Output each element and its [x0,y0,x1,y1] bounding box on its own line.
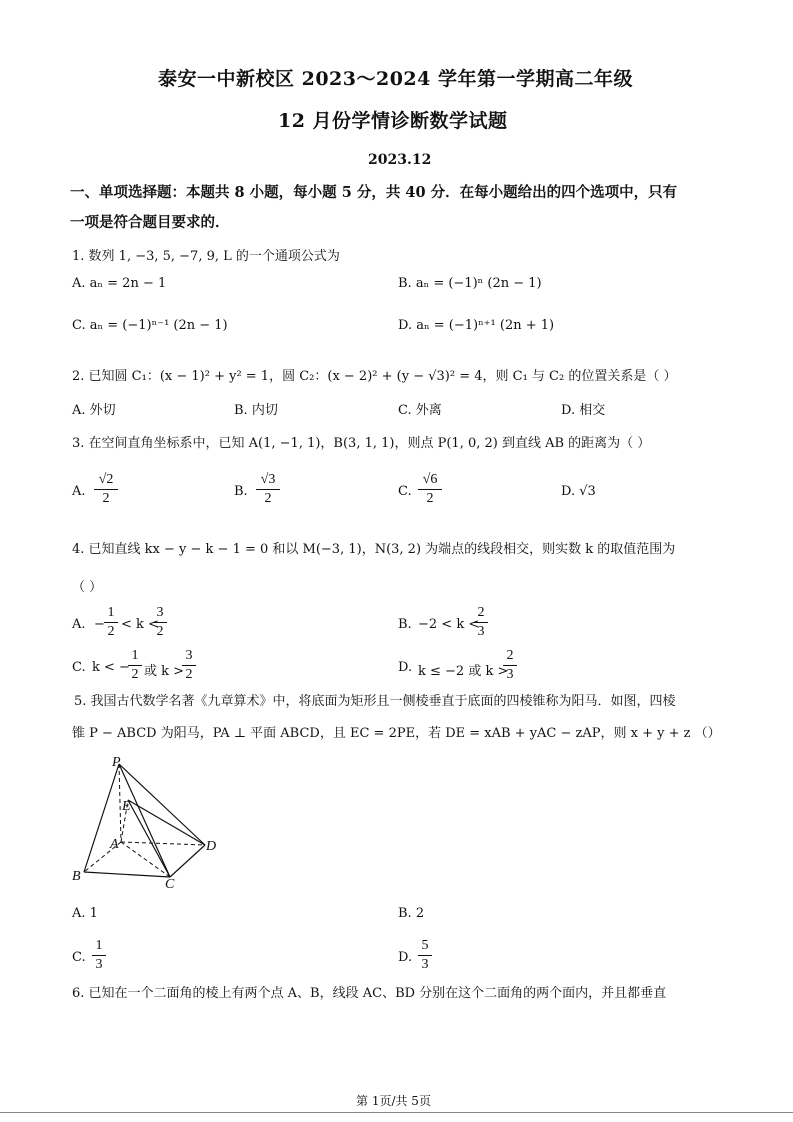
question-1-option-c: C. aₙ = (−1)ⁿ⁻¹ (2n − 1) [72,318,228,333]
numerator: 2 [506,648,514,663]
question-3-option-c-label: C. [398,484,412,499]
figure-label-p: P [112,755,121,770]
question-3-option-a-label: A. [72,484,86,499]
denominator: 2 [131,667,139,682]
question-5-line-1: 5. 我国古代数学名著《九章算术》中，将底面为矩形且一侧棱垂直于底面的四棱锥称为阳马．如图，四棱 [74,694,676,709]
page-footer: 第 1页/共 5页 [356,1094,431,1108]
question-3-option-c-fraction [418,472,442,507]
numerator: √2 [98,472,114,487]
question-5-option-c-label: C. [72,950,86,965]
title-line-1: 泰安一中新校区 2023～2024 学年第一学期高二年级 [158,68,633,90]
question-3-option-b-label: B. [234,484,248,499]
denominator: 3 [95,957,103,972]
numerator: √6 [422,472,438,487]
question-3-option-b-fraction [256,472,280,507]
denominator: 2 [156,624,164,639]
question-5-option-a: A. 1 [72,906,98,921]
denominator: 2 [264,491,272,506]
question-4-option-a-label: A. [72,617,86,632]
question-4-option-a-fraction-2 [153,605,167,640]
section-heading-line-2: 一项是符合题目要求的． [70,214,230,231]
denominator: 3 [421,957,429,972]
question-2-option-d: D. 相交 [561,403,606,418]
figure-label-b: B [72,869,81,884]
question-4-option-a-prefix: − [94,617,105,632]
question-4-option-d-label: D. [398,660,413,675]
question-3-option-a-fraction [94,472,118,507]
numerator: 1 [131,648,139,663]
denominator: 2 [102,491,110,506]
exam-date: 2023.12 [368,152,432,168]
figure-label-d: D [206,839,217,854]
question-1-option-a: A. aₙ = 2n − 1 [72,276,167,291]
question-4-option-c-fraction-1 [128,648,142,683]
question-4-stem: 4. 已知直线 kx − y − k − 1 = 0 和以 M(−3, 1)，N(3, 2) 为端点的线段相交，则实数 k 的取值范围为 [72,542,676,557]
bottom-rule [0,1112,793,1113]
question-4-option-b-prefix: −2 < k < [418,617,480,632]
question-1-option-d: D. aₙ = (−1)ⁿ⁺¹ (2n + 1) [398,318,555,333]
title-line-2: 12 月份学情诊断数学试题 [278,110,508,132]
figure-label-c: C [165,877,175,890]
question-4-option-b-fraction [474,605,488,640]
numerator: 3 [185,648,193,663]
question-1-option-b: B. aₙ = (−1)ⁿ (2n − 1) [398,276,542,291]
question-4-option-c-middle: 或 k > [144,664,185,679]
question-3-option-d: D. √3 [561,484,596,499]
question-4-option-c-fraction-2 [182,648,196,683]
numerator: 5 [421,938,429,953]
question-4-option-b-label: B. [398,617,412,632]
question-4-option-c-prefix: k < − [92,660,130,675]
question-4-option-a-fraction-1 [104,605,118,640]
question-5-line-2: 锥 P − ABCD 为阳马，PA ⊥ 平面 ABCD，且 EC = 2PE，若 DE = xAB + yAC − zAP，则 x + y + z （） [72,726,721,741]
numerator: 1 [107,605,115,620]
question-4-option-c-label: C. [72,660,86,675]
section-heading-line-1: 一、单项选择题：本题共 8 小题，每小题 5 分，共 40 分．在每小题给出的四个选项中，只有 [70,184,678,201]
denominator: 2 [185,667,193,682]
question-2-stem: 2. 已知圆 C₁：(x − 1)² + y² = 1，圆 C₂：(x − 2)² + (y − √3)² = 4，则 C₁ 与 C₂ 的位置关系是（ ） [72,369,677,384]
question-5-option-b: B. 2 [398,906,425,921]
numerator: 2 [477,605,485,620]
numerator: 3 [156,605,164,620]
question-4-option-a-middle: < k < [121,617,159,632]
question-6-stem: 6. 已知在一个二面角的棱上有两个点 A、B，线段 AC、BD 分别在这个二面角的两个面内，并且都垂直 [72,986,667,1001]
denominator: 3 [477,624,485,639]
question-5-option-d-fraction [418,938,432,973]
denominator: 2 [107,624,115,639]
denominator: 3 [506,667,514,682]
numerator: 1 [95,938,103,953]
question-4-option-d-prefix: k ≤ −2 或 k > [418,664,509,679]
figure-label-e: E [122,799,131,814]
numerator: √3 [260,472,276,487]
question-5-option-d-label: D. [398,950,413,965]
question-4-option-d-fraction [503,648,517,683]
pyramid-figure [68,752,230,890]
question-1-stem: 1. 数列 1, −3, 5, −7, 9, L 的一个通项公式为 [72,249,340,264]
question-5-option-c-fraction [92,938,106,973]
question-2-option-a: A. 外切 [72,403,116,418]
question-2-option-c: C. 外离 [398,403,442,418]
question-3-stem: 3. 在空间直角坐标系中，已知 A(1, −1, 1)，B(3, 1, 1)，则点 P(1, 0, 2) 到直线 AB 的距离为（ ） [72,436,651,451]
question-4-answer-paren: （ ） [72,580,103,595]
denominator: 2 [426,491,434,506]
figure-label-a: A [110,837,119,852]
question-2-option-b: B. 内切 [234,403,278,418]
